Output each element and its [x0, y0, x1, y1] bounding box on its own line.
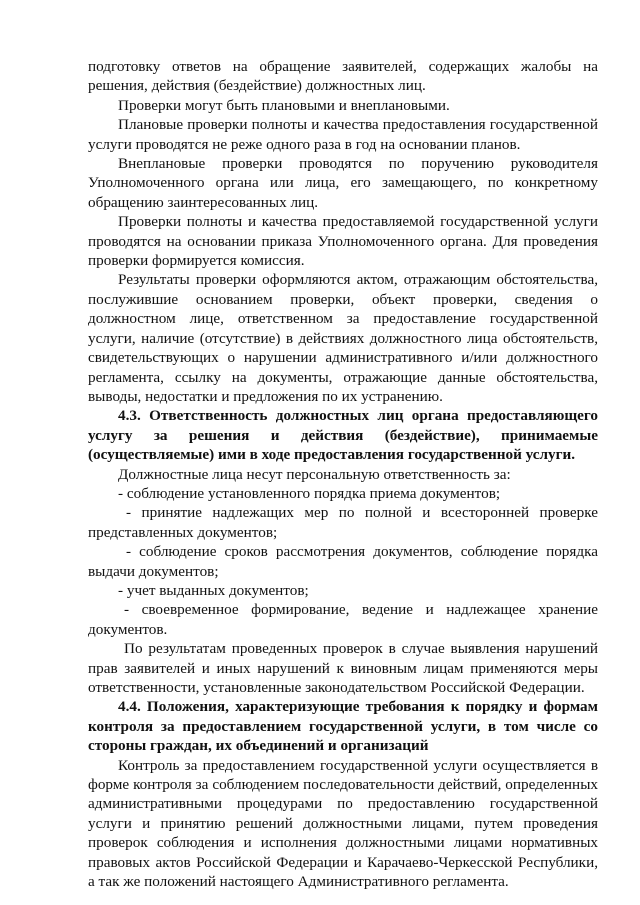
paragraph-control-form: Контроль за предоставлением государственной услуги осуществляется в форме контроля за соблюдением последовательности действий, определенных административными процедурами по предоставлению государственной услуги и принятию решений должностными лицами, путем проведения проверок соблюдения и исполнения должностными лицами нормативных правовых актов Российской Федерации и Карачаево-Черкесской Республики, а так же положений настоящего Административного регламента.: [88, 756, 598, 891]
section-heading-4-3: 4.3. Ответственность должностных лиц органа предоставляющего услугу за решения и действия (бездействие), принимаемые (осуществляемые) ими в ходе предоставления государственной услуги.: [88, 407, 598, 464]
paragraph-inspection-types: Проверки могут быть плановыми и внеплановыми.: [118, 96, 450, 114]
list-item: - учет выданных документов;: [118, 581, 309, 599]
paragraph-inspection-results: Результаты проверки оформляются актом, отражающим обстоятельства, послужившие основанием проверки, объект проверки, сведения о должностном лице, ответственном за предоставление государственной услуги, наличие (отсутствие) в действиях должностного лица обстоятельств, свидетельствующих о нарушении административного и/или должностного регламента, ссылку на документы, отражающие данные обстоятельства, выводы, недостатки и предложения по их устранению.: [88, 271, 598, 405]
section-heading-4-4: 4.4. Положения, характеризующие требования к порядку и формам контроля за предоставлением государственной услуги, в том числе со стороны граждан, их объединений и организаций: [88, 698, 598, 755]
list-item: - соблюдение установленного порядка приема документов;: [118, 484, 501, 502]
paragraph-continuation: подготовку ответов на обращение заявителей, содержащих жалобы на решения, действия (бездействие) должностных лиц.: [88, 58, 598, 95]
paragraph-violations: По результатам проведенных проверок в случае выявления нарушений прав заявителей и иных нарушений к виновным лицам применяются меры ответственности, установленные законодательством Российской Федерации.: [88, 640, 598, 696]
paragraph-unplanned-inspections: Внеплановые проверки проводятся по поручению руководителя Уполномоченного органа или лица, его замещающего, по конкретному обращению заинтересованных лиц.: [88, 155, 598, 211]
list-item: - своевременное формирование, ведение и надлежащее хранение документов.: [88, 601, 598, 638]
paragraph-planned-inspections: Плановые проверки полноты и качества предоставления государственной услуги проводятся не реже одного раза в год на основании планов.: [88, 116, 598, 153]
document-page: [88, 57, 598, 891]
paragraph-responsibility-intro: Должностные лица несут персональную ответственность за:: [118, 465, 511, 483]
list-item: - принятие надлежащих мер по полной и всесторонней проверке представленных документов;: [88, 504, 598, 541]
paragraph-inspection-order: Проверки полноты и качества предоставляемой государственной услуги проводятся на основании приказа Уполномоченного органа. Для проведения проверки формируется комиссия.: [88, 213, 598, 270]
list-item: - соблюдение сроков рассмотрения документов, соблюдение порядка выдачи документов;: [88, 543, 598, 580]
